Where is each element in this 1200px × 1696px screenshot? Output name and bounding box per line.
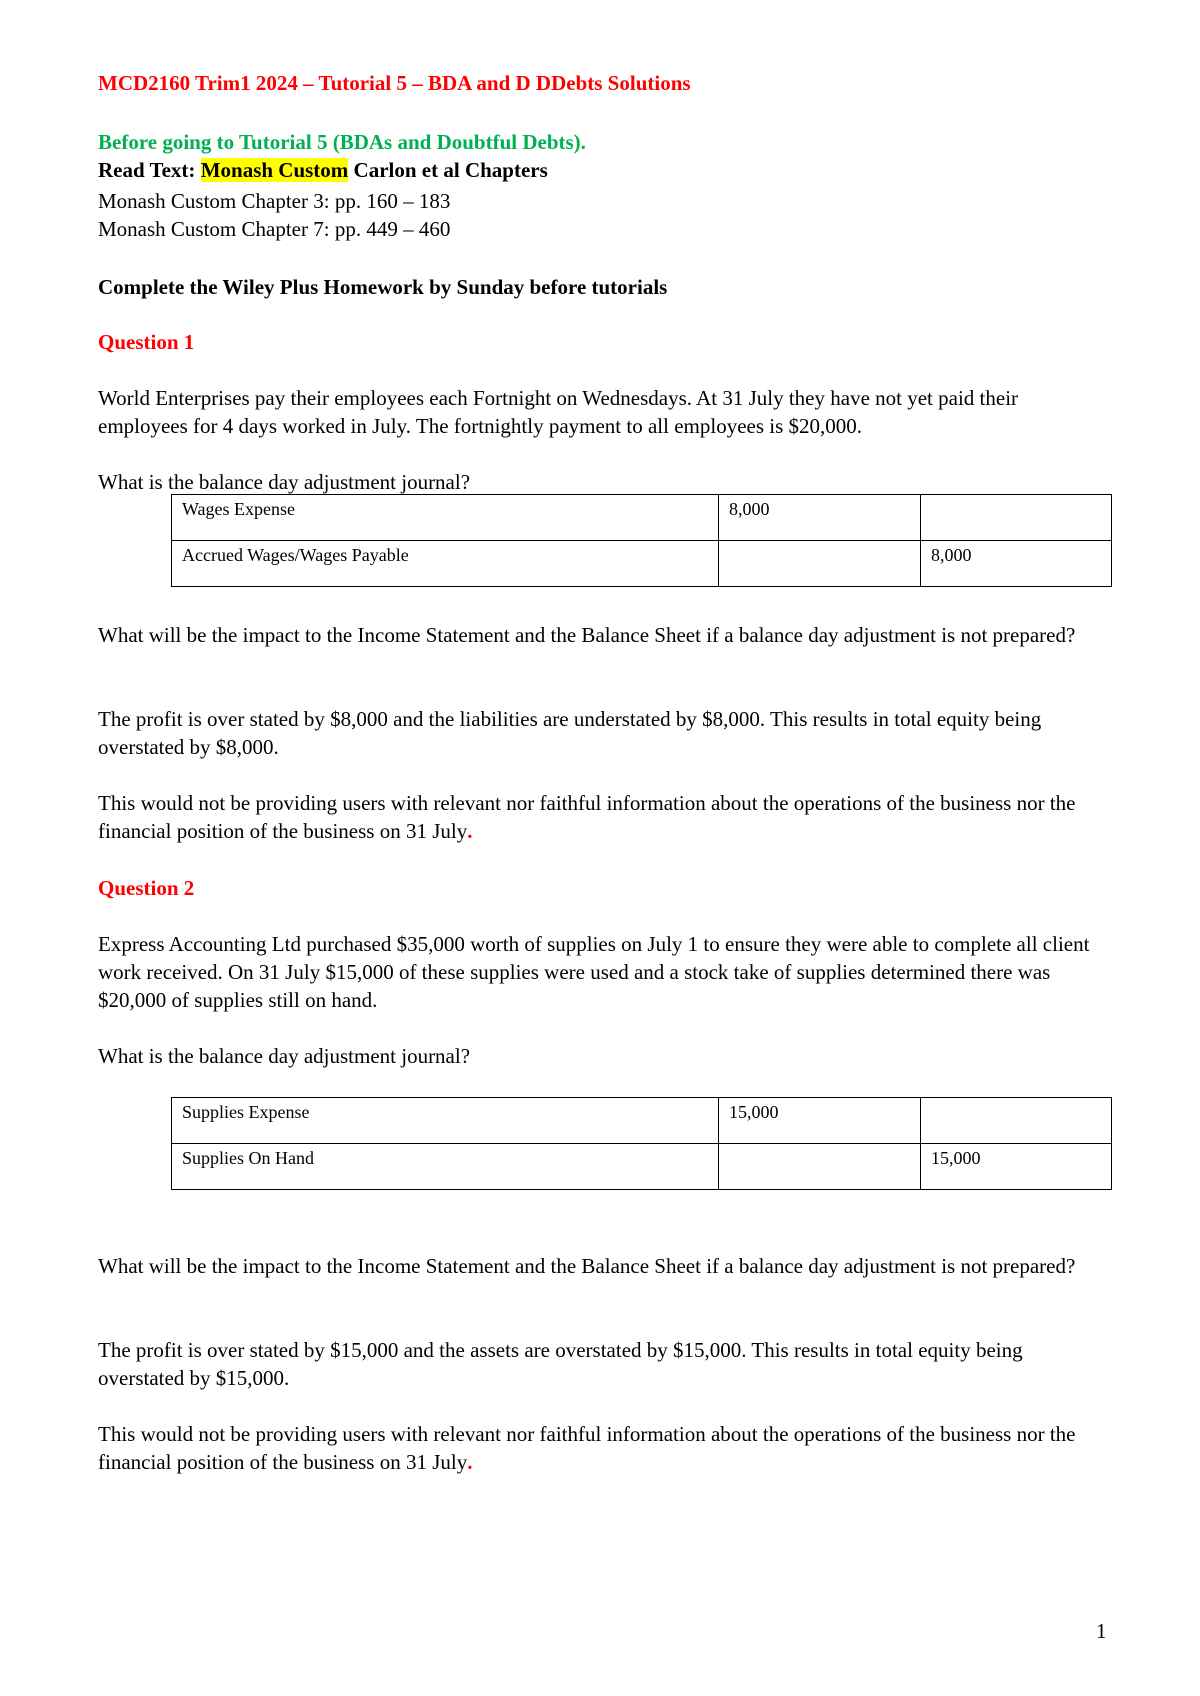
journal-account-cell: Supplies On Hand <box>172 1144 719 1190</box>
journal-credit-cell <box>921 495 1112 541</box>
question-2-answer-2-text: This would not be providing users with relevant nor faithful information about the operations of the business nor the financial position of the business on 31 July <box>98 1422 1076 1474</box>
question-2-answer-1: The profit is over stated by $15,000 and the assets are overstated by $15,000. This results in total equity being overstated by $15,000. <box>98 1338 1023 1390</box>
journal-account-cell: Accrued Wages/Wages Payable <box>172 541 719 587</box>
journal-credit-cell: 15,000 <box>921 1144 1112 1190</box>
question-2-body: Express Accounting Ltd purchased $35,000 worth of supplies on July 1 to ensure they were able to complete all client work received. On 31 July $15,000 of these supplies were used and a stock take of supplies determined there was $20,000 of supplies still on hand. <box>98 932 1090 1012</box>
question-2-answer-2-period: . <box>467 1450 473 1474</box>
journal-debit-cell <box>719 1144 921 1190</box>
table-row <box>172 541 1112 587</box>
question-2-heading: Question 2 <box>98 876 195 900</box>
document-title: MCD2160 Trim1 2024 – Tutorial 5 – BDA and D DDebts Solutions <box>98 71 691 95</box>
question-1-answer-1: The profit is over stated by $8,000 and the liabilities are understated by $8,000. This results in total equity being overstated by $8,000. <box>98 707 1042 759</box>
question-2-answer-2 <box>98 1420 1108 1476</box>
table-row <box>172 1144 1112 1190</box>
question-2-journal-prompt: What is the balance day adjustment journal? <box>98 1044 471 1068</box>
journal-account-cell: Supplies Expense <box>172 1098 719 1144</box>
table-row <box>172 495 1112 541</box>
table-row <box>172 1098 1112 1144</box>
journal-debit-cell <box>719 541 921 587</box>
page-number: 1 <box>1096 1619 1107 1643</box>
question-2-journal-table <box>171 1097 1112 1190</box>
journal-credit-cell: 8,000 <box>921 541 1112 587</box>
question-1-answer-2 <box>98 789 1108 845</box>
journal-credit-cell <box>921 1098 1112 1144</box>
before-tutorial-heading: Before going to Tutorial 5 (BDAs and Doubtful Debts). <box>98 130 586 154</box>
homework-instruction: Complete the Wiley Plus Homework by Sunday before tutorials <box>98 275 668 299</box>
journal-debit-cell: 15,000 <box>719 1098 921 1144</box>
question-1-answer-2-period: . <box>467 819 473 843</box>
journal-account-cell: Wages Expense <box>172 495 719 541</box>
journal-debit-cell: 8,000 <box>719 495 921 541</box>
read-text-highlight: Monash Custom <box>200 158 349 182</box>
chapter-3-reference: Monash Custom Chapter 3: pp. 160 – 183 <box>98 189 451 213</box>
read-text-prefix: Read Text: <box>98 158 201 182</box>
read-text-suffix: Carlon et al Chapters <box>348 158 548 182</box>
chapter-7-reference: Monash Custom Chapter 7: pp. 449 – 460 <box>98 217 451 241</box>
question-1-impact-prompt: What will be the impact to the Income Statement and the Balance Sheet if a balance day adjustment is not prepared? <box>98 623 1076 647</box>
question-1-answer-2-text: This would not be providing users with relevant nor faithful information about the operations of the business nor the financial position of the business on 31 July <box>98 791 1076 843</box>
read-text-line <box>98 156 1108 184</box>
question-1-journal-prompt: What is the balance day adjustment journal? <box>98 470 471 494</box>
question-1-body: World Enterprises pay their employees each Fortnight on Wednesdays. At 31 July they have not yet paid their employees for 4 days worked in July. The fortnightly payment to all employees is $20,000. <box>98 386 1019 438</box>
question-2-impact-prompt: What will be the impact to the Income Statement and the Balance Sheet if a balance day adjustment is not prepared? <box>98 1254 1076 1278</box>
question-1-heading: Question 1 <box>98 330 195 354</box>
question-1-journal-table <box>171 494 1112 587</box>
